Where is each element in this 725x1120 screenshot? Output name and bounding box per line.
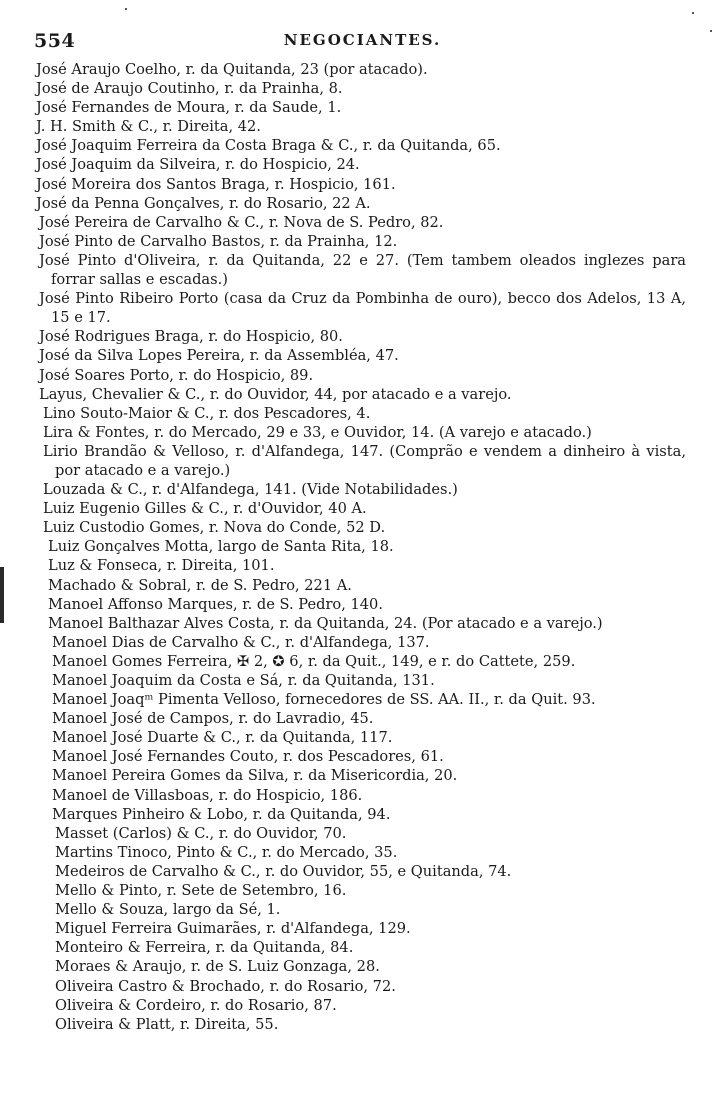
list-item: Manoel José Fernandes Couto, r. dos Pescadores, 61.	[52, 748, 444, 766]
list-item: J. H. Smith & C., r. Direita, 42.	[36, 118, 261, 136]
speck	[692, 12, 694, 14]
list-item: Manoel Dias de Carvalho & C., r. d'Alfandega, 137.	[52, 633, 430, 651]
list-item: José Joaquim Ferreira da Costa Braga & C., r. da Quitanda, 65.	[36, 137, 501, 155]
list-item: Oliveira Castro & Brochado, r. do Rosario, 72.	[55, 977, 396, 995]
speck	[125, 8, 127, 10]
list-item: Luz & Fonseca, r. Direita, 101.	[48, 557, 275, 575]
list-item: José Moreira dos Santos Braga, r. Hospicio, 161.	[36, 175, 396, 193]
list-item: José da Penna Gonçalves, r. do Rosario, 22 A.	[36, 194, 371, 212]
list-item: Luiz Custodio Gomes, r. Nova do Conde, 52 D.	[43, 519, 386, 537]
list-item: Martins Tinoco, Pinto & C., r. do Mercado, 35.	[55, 843, 398, 861]
list-item: José Pereira de Carvalho & C., r. Nova de S. Pedro, 82.	[39, 213, 444, 231]
list-item: Masset (Carlos) & C., r. do Ouvidor, 70.	[55, 824, 347, 842]
list-item: José Pinto Ribeiro Porto (casa da Cruz da Pombinha de ouro), becco dos Adelos, 13 A, 15 e 17.	[39, 290, 686, 327]
list-item: Lirio Brandão & Velloso, r. d'Alfandega, 147. (Comprão e vendem a dinheiro à vista, por atacado e a varejo.)	[43, 442, 686, 479]
list-item: Louzada & C., r. d'Alfandega, 141. (Vide Notabilidades.)	[43, 481, 458, 499]
list-item: Manoel Pereira Gomes da Silva, r. da Misericordia, 20.	[52, 767, 458, 785]
list-item: Layus, Chevalier & C., r. do Ouvidor, 44, por atacado e a varejo.	[39, 385, 512, 403]
list-item: José Fernandes de Moura, r. da Saude, 1.	[36, 99, 342, 117]
list-item: José Soares Porto, r. do Hospicio, 89.	[39, 366, 314, 384]
list-item: Marques Pinheiro & Lobo, r. da Quitanda, 94.	[52, 805, 391, 823]
scan-edge-mark	[0, 567, 4, 623]
list-item: Manoel de Villasboas, r. do Hospicio, 186.	[52, 786, 363, 804]
list-item: Manoel Balthazar Alves Costa, r. da Quitanda, 24. (Por atacado e a varejo.)	[48, 614, 603, 632]
list-item: José Rodrigues Braga, r. do Hospicio, 80.	[39, 328, 343, 346]
list-item: José de Araujo Coutinho, r. da Prainha, 8.	[36, 80, 343, 98]
list-item: Oliveira & Platt, r. Direita, 55.	[55, 1015, 279, 1033]
list-item: Medeiros de Carvalho & C., r. do Ouvidor, 55, e Quitanda, 74.	[55, 862, 512, 880]
list-item: Moraes & Araujo, r. de S. Luiz Gonzaga, 28.	[55, 958, 380, 976]
speck	[710, 30, 712, 32]
list-item: Mello & Pinto, r. Sete de Setembro, 16.	[55, 882, 347, 900]
list-item: Lino Souto-Maior & C., r. dos Pescadores, 4.	[43, 404, 371, 422]
list-item: Luiz Eugenio Gilles & C., r. d'Ouvidor, 40 A.	[43, 500, 367, 518]
list-item: Manoel Joaquim da Costa e Sá, r. da Quitanda, 131.	[52, 672, 435, 689]
list-item: Manoel Affonso Marques, r. de S. Pedro, 140.	[48, 595, 383, 613]
list-item: Mello & Souza, largo da Sé, 1.	[55, 901, 281, 919]
list-item: José Pinto d'Oliveira, r. da Quitanda, 22 e 27. (Tem tambem oleados inglezes para forrar sallas e escadas.)	[39, 251, 686, 289]
merchant-list	[36, 60, 686, 1034]
running-head: NEGOCIANTES.	[283, 31, 442, 49]
list-item: Manoel Gomes Ferreira, ✠ 2, ✪ 6, r. da Quit., 149, e r. do Cattete, 259.	[52, 652, 576, 670]
list-item: José da Silva Lopes Pereira, r. da Assembléa, 47.	[39, 347, 399, 365]
list-item: Monteiro & Ferreira, r. da Quitanda, 84.	[55, 939, 354, 957]
list-item: Lira & Fontes, r. do Mercado, 29 e 33, e Ouvidor, 14. (A varejo e atacado.)	[43, 423, 592, 441]
page-number: 554	[34, 30, 76, 52]
list-item: Machado & Sobral, r. de S. Pedro, 221 A.	[48, 576, 352, 594]
list-item: Luiz Gonçalves Motta, largo de Santa Rita, 18.	[48, 538, 394, 556]
list-item: Manoel José de Campos, r. do Lavradio, 45.	[52, 710, 374, 728]
list-item: Manoel Joaqᵐ Pimenta Velloso, fornecedores de SS. AA. II., r. da Quit. 93.	[52, 691, 596, 709]
list-item: José Pinto de Carvalho Bastos, r. da Prainha, 12.	[39, 232, 398, 250]
list-item: José Joaquim da Silveira, r. do Hospicio, 24.	[36, 156, 360, 174]
list-item: José Araujo Coelho, r. da Quitanda, 23 (por atacado).	[36, 61, 428, 78]
list-item: Miguel Ferreira Guimarães, r. d'Alfandega, 129.	[55, 920, 411, 938]
list-item: Manoel José Duarte & C., r. da Quitanda, 117.	[52, 729, 393, 747]
list-item: Oliveira & Cordeiro, r. do Rosario, 87.	[55, 996, 337, 1014]
